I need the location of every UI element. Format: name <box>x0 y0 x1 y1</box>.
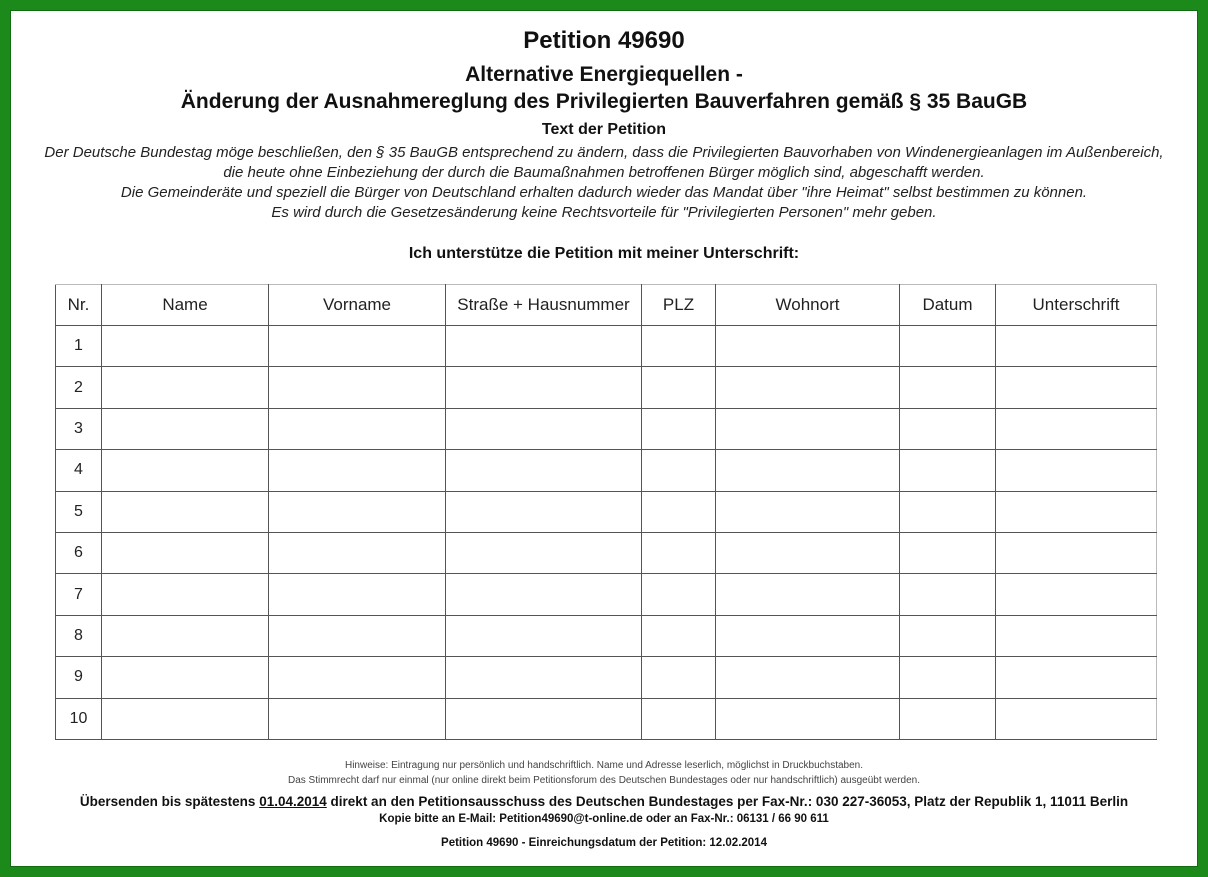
row-number-cell: 5 <box>56 491 102 532</box>
wohnort-cell[interactable] <box>716 491 900 532</box>
strasse-cell[interactable] <box>446 491 642 532</box>
row-number-cell: 10 <box>56 698 102 739</box>
datum-cell[interactable] <box>900 657 996 698</box>
plz-cell[interactable] <box>642 532 716 573</box>
plz-cell[interactable] <box>642 450 716 491</box>
name-cell[interactable] <box>102 615 269 656</box>
table-row <box>56 326 1157 367</box>
row-number-cell: 2 <box>56 367 102 408</box>
petition-text-heading: Text der Petition <box>541 121 667 138</box>
strasse-cell[interactable] <box>446 698 642 739</box>
plz-cell[interactable] <box>642 491 716 532</box>
vorname-cell[interactable] <box>269 574 446 615</box>
plz-cell[interactable] <box>642 698 716 739</box>
strasse-cell[interactable] <box>446 450 642 491</box>
petition-text-line-2: die heute ohne Einbeziehung der durch die Baumaßnahmen betroffenen Bürger möglich sind, abgeschafft werden. <box>223 164 985 181</box>
wohnort-cell[interactable] <box>716 367 900 408</box>
column-header-unterschrift: Unterschrift <box>996 285 1157 326</box>
vorname-cell[interactable] <box>269 615 446 656</box>
name-cell[interactable] <box>102 408 269 449</box>
datum-cell[interactable] <box>900 491 996 532</box>
row-number-cell: 6 <box>56 532 102 573</box>
plz-cell[interactable] <box>642 367 716 408</box>
unterschrift-cell[interactable] <box>996 532 1157 573</box>
strasse-cell[interactable] <box>446 408 642 449</box>
unterschrift-cell[interactable] <box>996 615 1157 656</box>
hint-line-1: Hinweise: Eintragung nur persönlich und handschriftlich. Name und Adresse leserlich, möglichst in Druckbuchstaben. <box>344 760 864 771</box>
name-cell[interactable] <box>102 450 269 491</box>
datum-cell[interactable] <box>900 450 996 491</box>
vorname-cell[interactable] <box>269 450 446 491</box>
table-row <box>56 657 1157 698</box>
unterschrift-cell[interactable] <box>996 698 1157 739</box>
vorname-cell[interactable] <box>269 367 446 408</box>
table-row <box>56 574 1157 615</box>
wohnort-cell[interactable] <box>716 615 900 656</box>
datum-cell[interactable] <box>900 326 996 367</box>
strasse-cell[interactable] <box>446 326 642 367</box>
vorname-cell[interactable] <box>269 657 446 698</box>
table-row <box>56 367 1157 408</box>
hint-line-2: Das Stimmrecht darf nur einmal (nur online direkt beim Petitionsforum des Deutschen Bundestages oder nur handschriftlich) ausgeübt werden. <box>288 775 920 786</box>
datum-cell[interactable] <box>900 574 996 615</box>
strasse-cell[interactable] <box>446 367 642 408</box>
name-cell[interactable] <box>102 657 269 698</box>
column-header-datum: Datum <box>900 285 996 326</box>
plz-cell[interactable] <box>642 615 716 656</box>
strasse-cell[interactable] <box>446 615 642 656</box>
unterschrift-cell[interactable] <box>996 491 1157 532</box>
name-cell[interactable] <box>102 491 269 532</box>
column-header-vorname: Vorname <box>269 285 446 326</box>
unterschrift-cell[interactable] <box>996 574 1157 615</box>
plz-cell[interactable] <box>642 574 716 615</box>
deadline-date: 01.04.2014 <box>259 794 327 809</box>
deadline-prefix: Übersenden bis spätestens <box>79 794 256 809</box>
unterschrift-cell[interactable] <box>996 450 1157 491</box>
copy-contact-line: Kopie bitte an E-Mail: Petition49690@t-online.de oder an Fax-Nr.: 06131 / 66 90 611 <box>379 813 829 825</box>
petition-title: Petition 49690 <box>523 27 685 54</box>
row-number-cell: 7 <box>56 574 102 615</box>
table-header-row <box>56 285 1157 326</box>
wohnort-cell[interactable] <box>716 657 900 698</box>
row-number-cell: 3 <box>56 408 102 449</box>
petition-text-line-4: Es wird durch die Gesetzesänderung keine Rechtsvorteile für "Privilegierten Personen" mehr geben. <box>271 204 937 221</box>
table-row <box>56 698 1157 739</box>
column-header-wohnort: Wohnort <box>716 285 900 326</box>
strasse-cell[interactable] <box>446 657 642 698</box>
datum-cell[interactable] <box>900 698 996 739</box>
row-number-cell: 8 <box>56 615 102 656</box>
petition-subtitle-line-1: Alternative Energiequellen - <box>465 63 743 86</box>
signature-table <box>55 284 1157 740</box>
plz-cell[interactable] <box>642 408 716 449</box>
vorname-cell[interactable] <box>269 532 446 573</box>
vorname-cell[interactable] <box>269 408 446 449</box>
unterschrift-cell[interactable] <box>996 326 1157 367</box>
table-row <box>56 491 1157 532</box>
name-cell[interactable] <box>102 574 269 615</box>
table-row <box>56 532 1157 573</box>
plz-cell[interactable] <box>642 657 716 698</box>
vorname-cell[interactable] <box>269 491 446 532</box>
wohnort-cell[interactable] <box>716 532 900 573</box>
column-header-strasse: Straße + Hausnummer <box>446 285 642 326</box>
datum-cell[interactable] <box>900 408 996 449</box>
wohnort-cell[interactable] <box>716 574 900 615</box>
strasse-cell[interactable] <box>446 574 642 615</box>
unterschrift-cell[interactable] <box>996 657 1157 698</box>
column-header-name: Name <box>102 285 269 326</box>
name-cell[interactable] <box>102 367 269 408</box>
unterschrift-cell[interactable] <box>996 408 1157 449</box>
table-row <box>56 615 1157 656</box>
vorname-cell[interactable] <box>269 698 446 739</box>
row-number-cell: 9 <box>56 657 102 698</box>
deadline-suffix: direkt an den Petitionsausschuss des Deutschen Bundestages per Fax-Nr.: 030 227-36053, Platz der Republik 1, 11011 Berlin <box>330 794 1129 809</box>
support-statement: Ich unterstütze die Petition mit meiner Unterschrift: <box>408 245 800 262</box>
datum-cell[interactable] <box>900 367 996 408</box>
wohnort-cell[interactable] <box>716 450 900 491</box>
petition-text-line-1: Der Deutsche Bundestag möge beschließen, den § 35 BauGB entsprechend zu ändern, dass die Privilegierten Bauvorhaben von Windenergieanlagen im Außenbereich, <box>44 144 1164 161</box>
deadline-line <box>0 794 1208 809</box>
name-cell[interactable] <box>102 698 269 739</box>
strasse-cell[interactable] <box>446 532 642 573</box>
wohnort-cell[interactable] <box>716 408 900 449</box>
name-cell[interactable] <box>102 326 269 367</box>
column-header-plz: PLZ <box>642 285 716 326</box>
signature-table-body <box>56 326 1157 740</box>
plz-cell[interactable] <box>642 326 716 367</box>
table-row <box>56 408 1157 449</box>
unterschrift-cell[interactable] <box>996 367 1157 408</box>
row-number-cell: 1 <box>56 326 102 367</box>
wohnort-cell[interactable] <box>716 326 900 367</box>
vorname-cell[interactable] <box>269 326 446 367</box>
table-row <box>56 450 1157 491</box>
row-number-cell: 4 <box>56 450 102 491</box>
column-header-nr: Nr. <box>56 285 102 326</box>
petition-text-line-3: Die Gemeinderäte und speziell die Bürger von Deutschland erhalten dadurch wieder das Mandat über "ihre Heimat" selbst bestimmen zu können. <box>120 184 1088 201</box>
datum-cell[interactable] <box>900 615 996 656</box>
petition-subtitle-line-2: Änderung der Ausnahmereglung des Privilegierten Bauverfahren gemäß § 35 BauGB <box>180 90 1028 113</box>
wohnort-cell[interactable] <box>716 698 900 739</box>
name-cell[interactable] <box>102 532 269 573</box>
datum-cell[interactable] <box>900 532 996 573</box>
footer-submission-date: Petition 49690 - Einreichungsdatum der Petition: 12.02.2014 <box>441 837 767 849</box>
